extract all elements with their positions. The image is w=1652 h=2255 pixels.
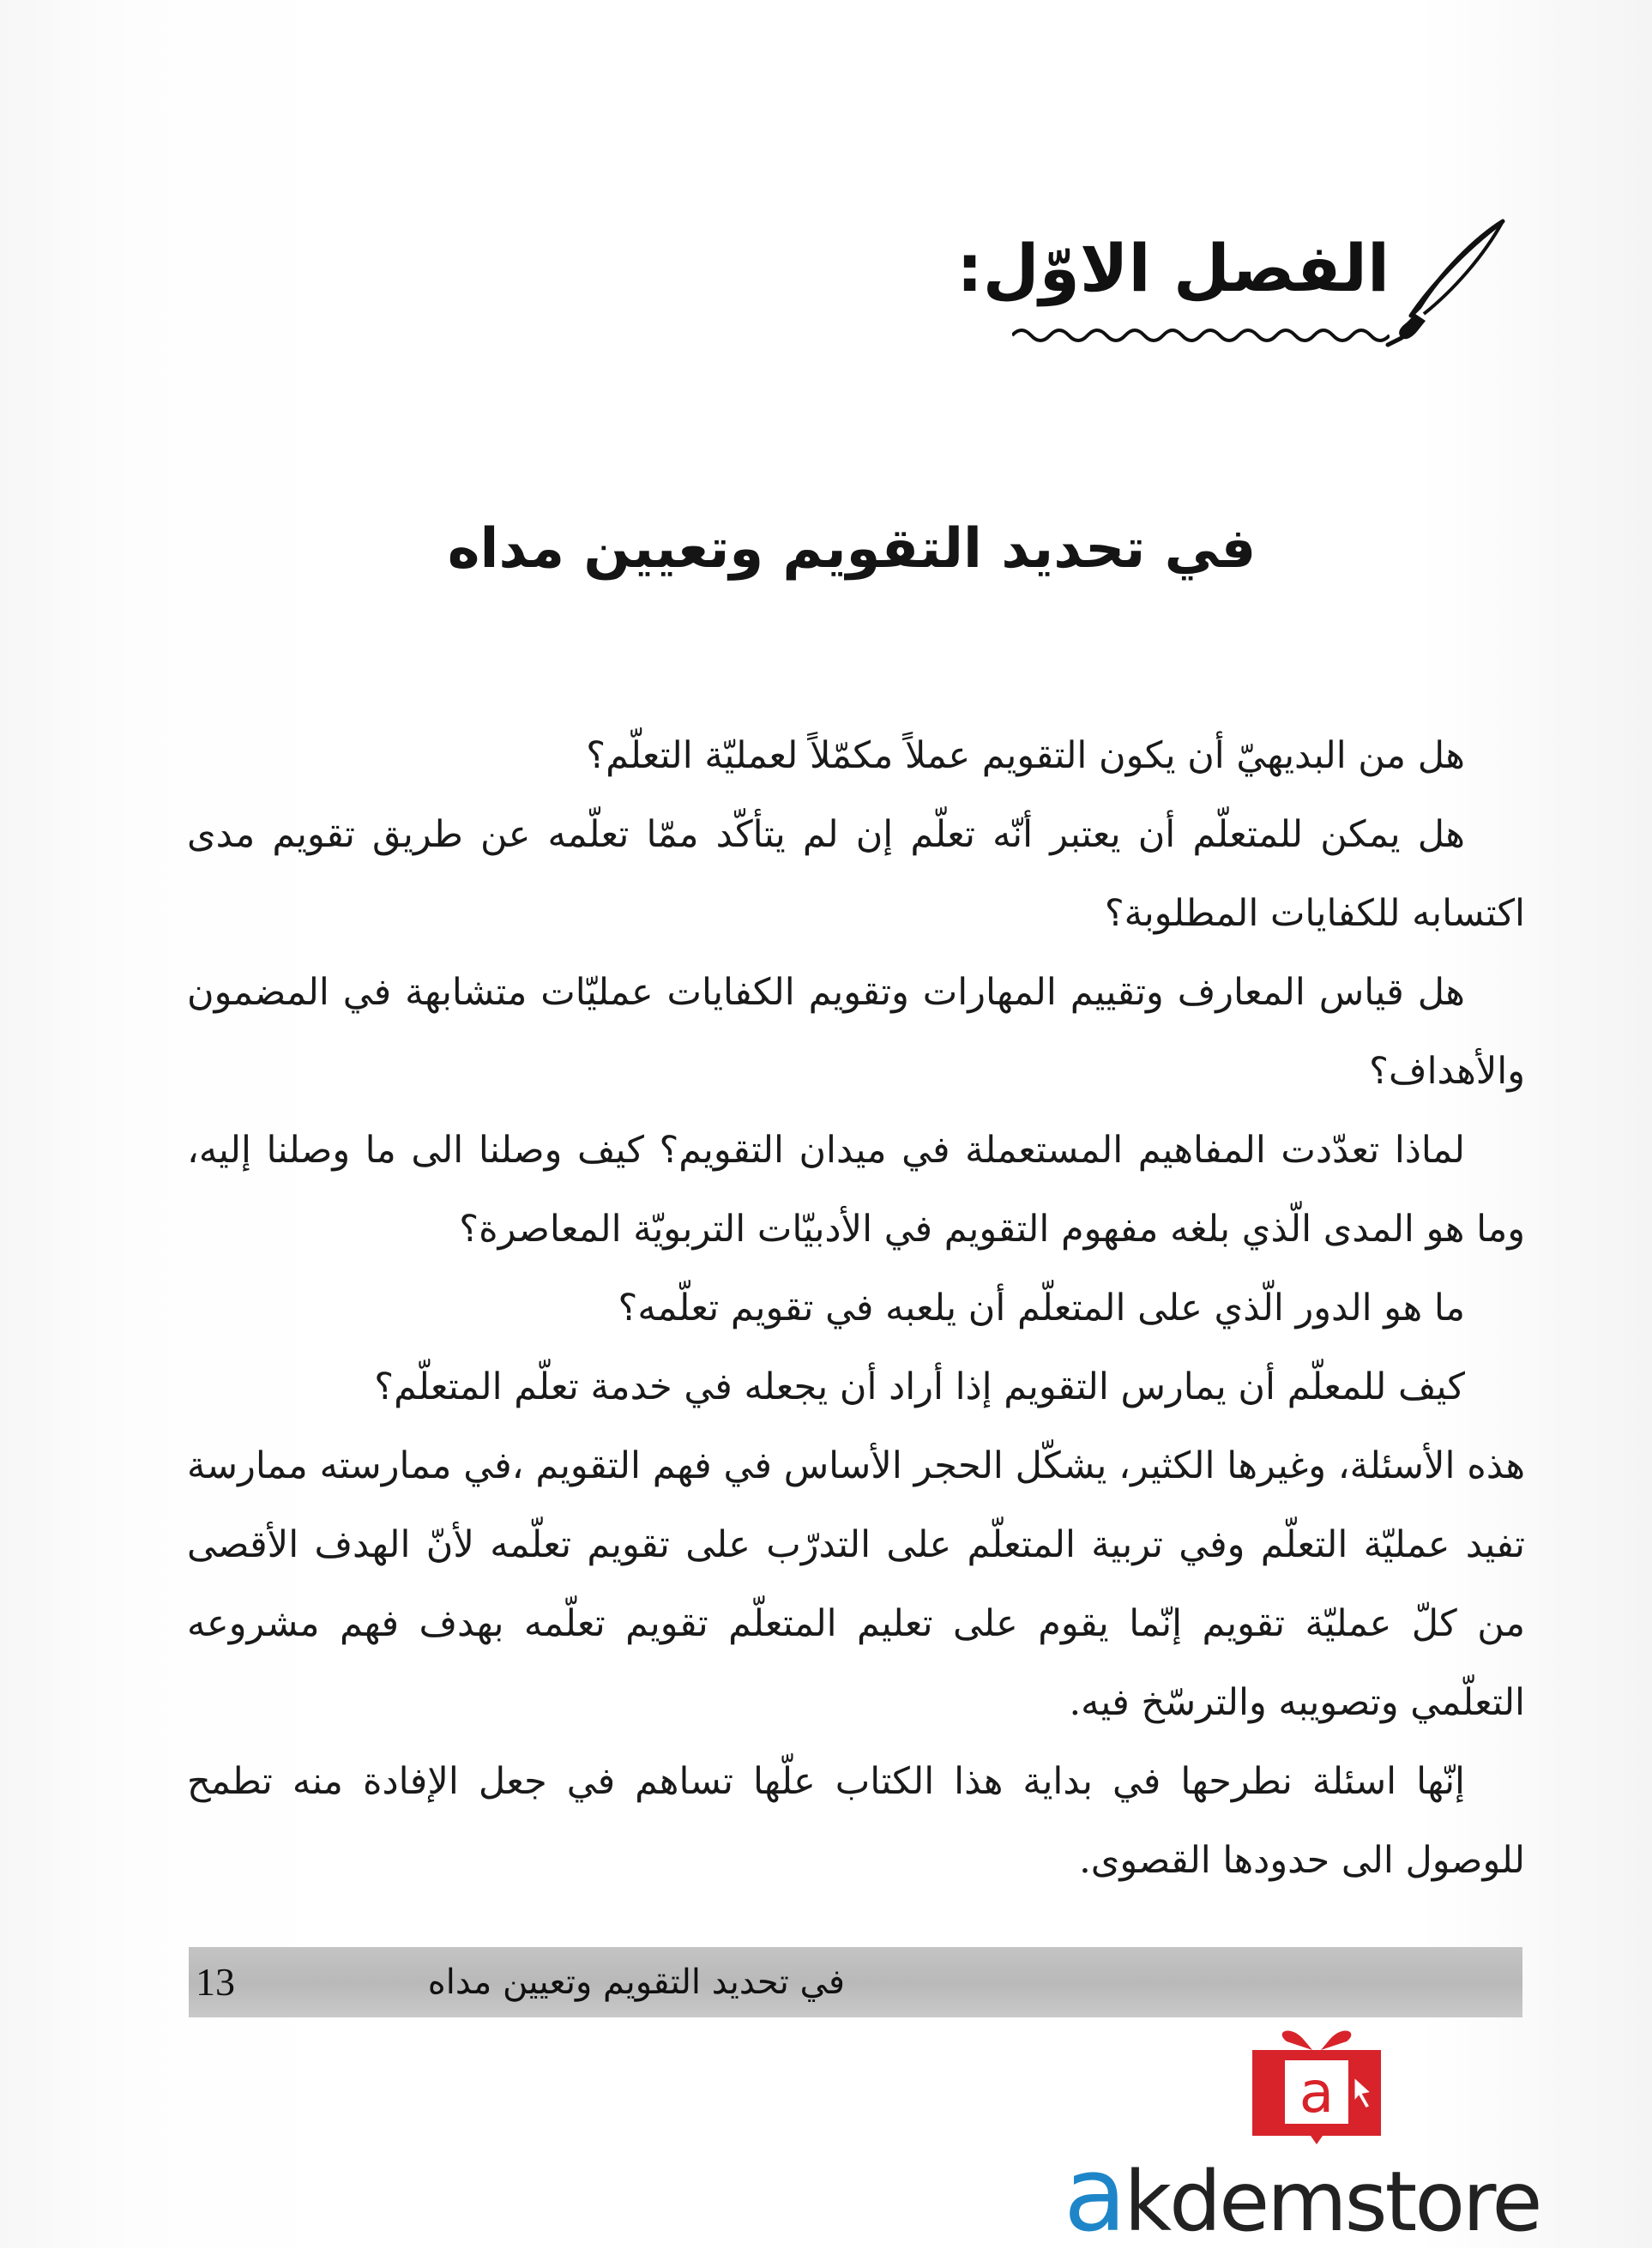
paragraph: ما هو الدور الّذي على المتعلّم أن يلعبه في تقويم تعلّمه؟ [618,1287,1465,1329]
body-text [187,716,1525,1900]
section-title: في تحديد التقويم وتعيين مداه [447,516,1257,581]
paragraph: هل قياس المعارف وتقييم المهارات وتقويم الكفايات عمليّات متشابهة في المضمون والأهداف؟ [187,971,1525,1093]
logo-wordmark-accent: a [1064,2136,1124,2255]
paragraph: إنّها اسئلة نطرحها في بداية هذا الكتاب علّها تساهم في جعل الإفادة منه تطمح للوصول الى حدودها القصوى. [187,1760,1525,1882]
paragraph: هذه الأسئلة، وغيرها الكثير، يشكّل الحجر الأساس في فهم التقويم ،في ممارسته ممارسة تفيد عمليّة التعلّم وفي تربية المتعلّم على التدرّب على تقويم تعلّمه لأنّ الهدف الأقصى من كلّ عمليّة تقويم إنّما يقوم على تعليم المتعلّم تقويم تعلّمه بهدف فهم مشروعه التعلّمي وتصويبه والترسّخ فيه. [187,1444,1525,1724]
store-logo [1064,2024,1540,2255]
logo-letter: a [1299,2059,1335,2125]
paragraph: هل من البديهيّ أن يكون التقويم عملاً مكمّلاً لعمليّة التعلّم؟ [586,734,1465,777]
paragraph: لماذا تعدّدت المفاهيم المستعملة في ميدان التقويم؟ كيف وصلنا الى ما وصلنا إليه، وما هو المدى الّذي بلغه مفهوم التقويم في الأدبيّات التربويّة المعاصرة؟ [187,1129,1525,1251]
paragraph: هل يمكن للمتعلّم أن يعتبر أنّه تعلّم إن لم يتأكّد ممّا تعلّمه عن طريق تقويم مدى اكتسابه للكفايات المطلوبة؟ [187,813,1525,935]
page-number: 13 [196,1960,235,2004]
logo-wordmark [1064,2136,1540,2255]
wavy-underline [1012,323,1390,348]
logo-wordmark-rest: kdemstore [1124,2154,1540,2250]
paragraph: كيف للمعلّم أن يمارس التقويم إذا أراد أن يجعله في خدمة تعلّم المتعلّم؟ [374,1366,1465,1408]
chapter-heading [956,213,1510,367]
running-footer [189,1947,1522,2017]
chapter-title: الفصل الاوّل: [956,230,1390,306]
quill-pen-icon [1381,213,1510,350]
running-title: في تحديد التقويم وتعيين مداه [427,1963,845,2002]
